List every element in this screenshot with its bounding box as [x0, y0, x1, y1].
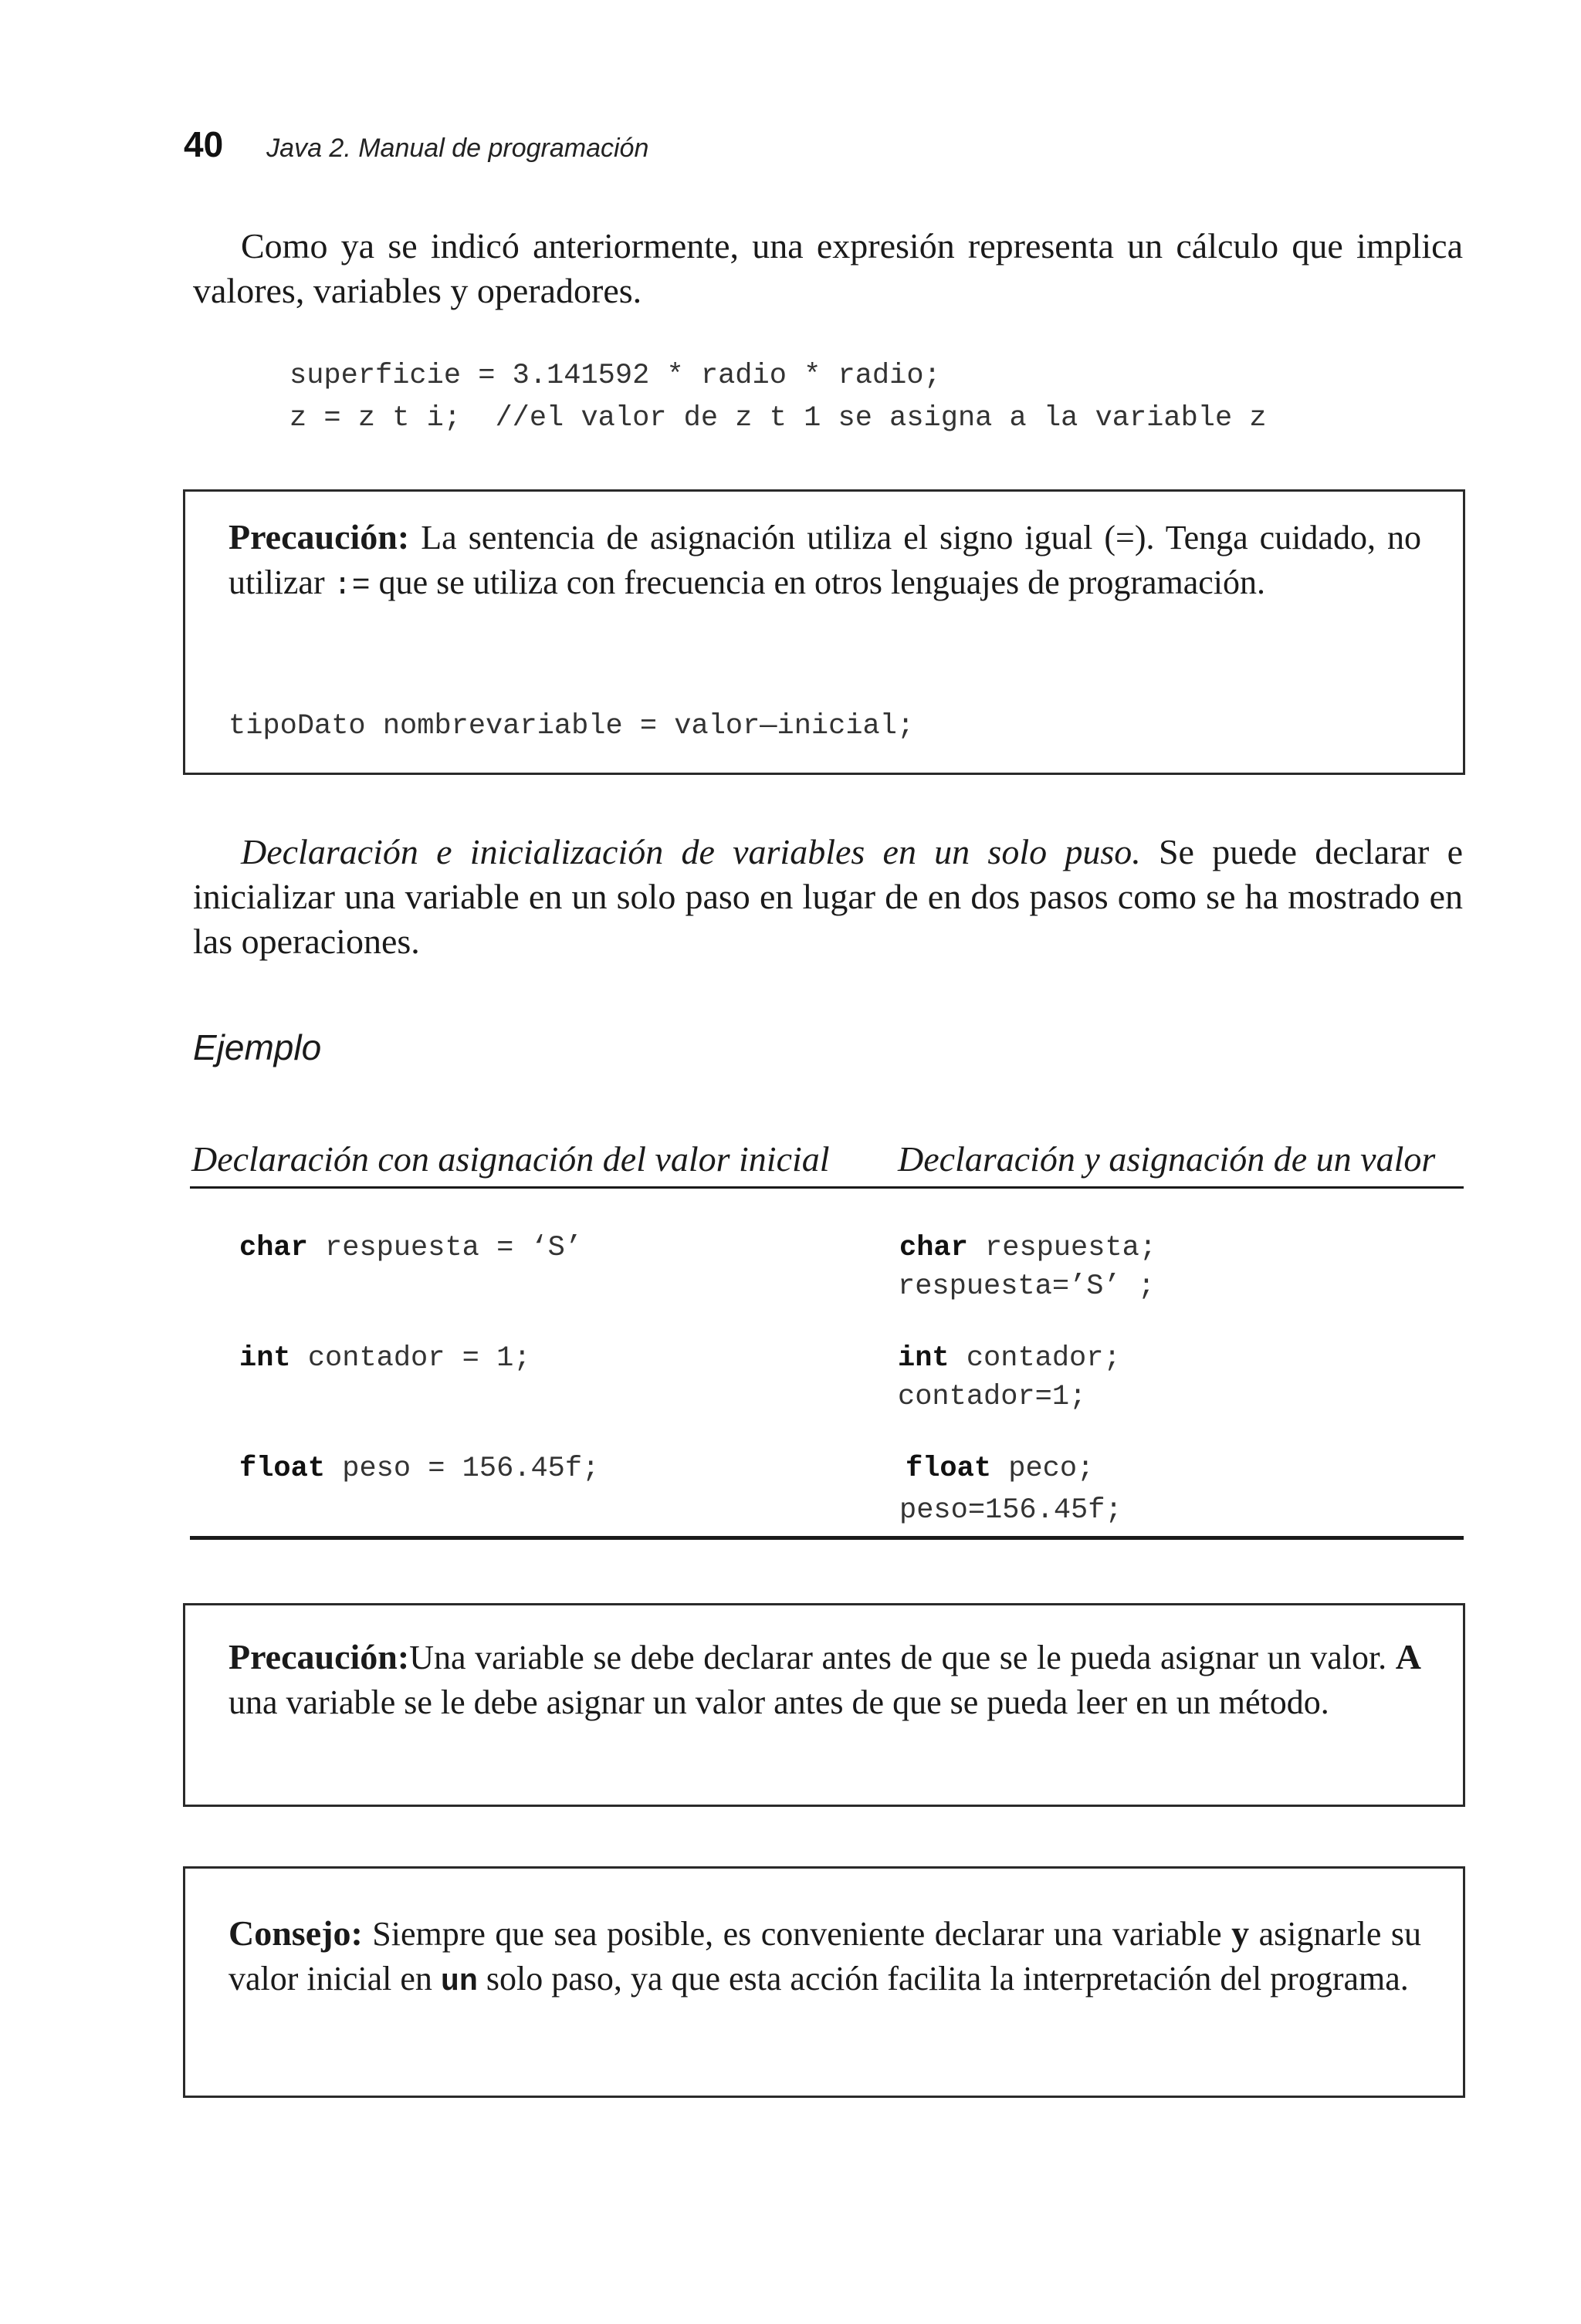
table-bottom-rule: [190, 1536, 1464, 1540]
declaration-text: Se puede declarar e inicializar una variable en un solo paso en lugar de en dos pasos como se ha mostrado en las operaciones.: [193, 832, 1463, 961]
intro-paragraph: [193, 224, 1463, 313]
caution-2-label: Precaución:: [229, 1637, 410, 1676]
example-heading: Ejemplo: [193, 1027, 322, 1067]
code-line-1: superficie = 3.141592 * radio * radio;: [289, 360, 941, 392]
table-row-2-right: int contador;: [898, 1342, 1121, 1375]
table-header-col2: Declaración y asignación de un valor: [898, 1139, 1436, 1179]
caution-1-label: Precaución:: [229, 517, 410, 556]
caution-2-text: Precaución:Una variable se debe declarar antes de que se le pueda asignar un valor. A una variable se le debe asignar un valor antes de que se pueda leer en un método.: [229, 1637, 1421, 1721]
table-row-2-right-line2: contador=1;: [898, 1381, 1087, 1413]
book-title: Java 2. Manual de programación: [266, 134, 649, 163]
tip-text: Consejo: Siempre que sea posible, es conveniente declarar una variable y asignarle su valor inicial en un solo paso, ya que esta acción facilita la interpretación del programa.: [229, 1913, 1422, 2000]
table-top-rule: [190, 1186, 1464, 1189]
declaration-italic: Declaración e inicialización de variables en un solo puso.: [241, 832, 1141, 871]
assign-operator: :=: [333, 569, 371, 604]
table-row-1-right: char respuesta;: [899, 1232, 1157, 1264]
table-row-1-right-line2: respuesta=’S’ ;: [898, 1270, 1156, 1303]
table-row-3-left: float peso = 156.45f;: [239, 1453, 600, 1485]
caution-1-code: tipoDato nombrevariable = valor—inicial;: [229, 710, 915, 743]
table-header-col1: Declaración con asignación del valor inicial: [191, 1139, 830, 1179]
code-line-2: z = z t i; //el valor de z t 1 se asigna a la variable z: [289, 402, 1267, 435]
table-row-1-left: char respuesta = ‘S’: [239, 1232, 583, 1264]
table-row-2-left: int contador = 1;: [239, 1342, 531, 1375]
declaration-paragraph: [193, 830, 1463, 964]
table-row-3-right-line2: peso=156.45f;: [899, 1494, 1122, 1527]
page-header: [184, 123, 648, 170]
page-number: 40: [184, 124, 224, 164]
tip-label: Consejo:: [229, 1913, 363, 1953]
table-row-3-right: float peco;: [906, 1453, 1095, 1485]
caution-1-text: Precaución: La sentencia de asignación utiliza el signo igual (=). Tenga cuidado, no utilizar := que se utiliza con frecuencia en otros lenguajes de programación.: [229, 517, 1421, 604]
intro-text: Como ya se indicó anteriormente, una expresión representa un cálculo que implica valores, variables y operadores.: [193, 226, 1463, 310]
